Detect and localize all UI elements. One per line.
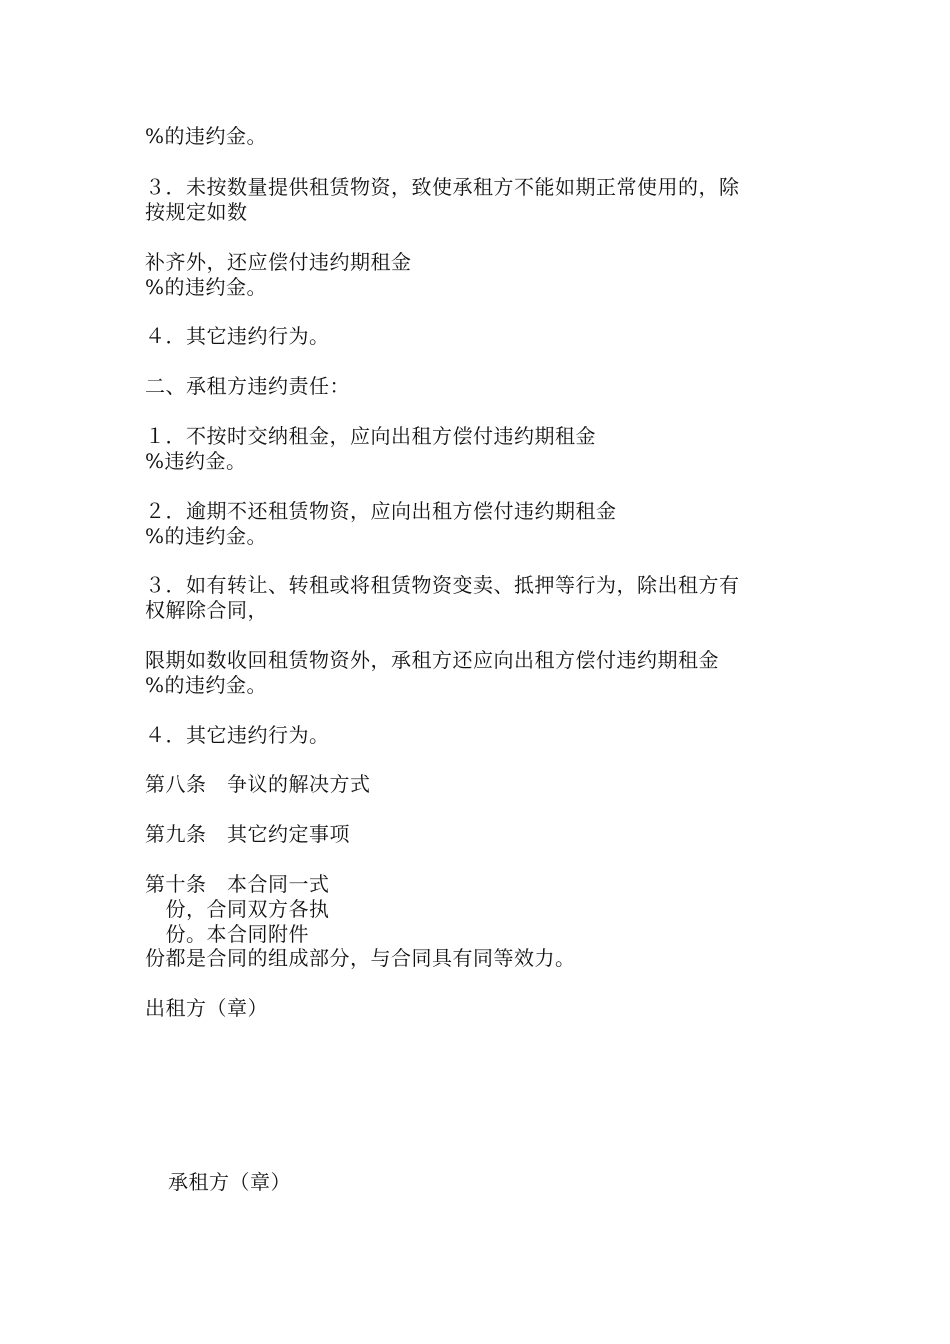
article-heading: 第十条 本合同一式 [145,872,330,896]
text-line: %的违约金。 [145,673,268,697]
text-line: ４．其它违约行为。 [145,723,330,747]
article-heading: 第九条 其它约定事项 [145,822,350,846]
lessee-signature-label: 承租方（章） [168,1170,291,1194]
text-line: 限期如数收回租赁物资外，承租方还应向出租方偿付违约期租金 [145,648,719,672]
text-line: 补齐外，还应偿付违约期租金 [145,250,412,274]
text-line: %违约金。 [145,449,247,473]
text-line: 份都是合同的组成部分，与合同具有同等效力。 [145,946,576,970]
text-line: ３．如有转让、转租或将租赁物资变卖、抵押等行为，除出租方有 [145,573,740,597]
article-heading: 第八条 争议的解决方式 [145,772,371,796]
text-line: ３．未按数量提供租赁物资，致使承租方不能如期正常使用的，除 [145,175,740,199]
section-heading: 二、承租方违约责任： [145,374,350,398]
text-line: 份，合同双方各执 [145,897,330,921]
text-line: %的违约金。 [145,124,268,148]
text-line: ４．其它违约行为。 [145,324,330,348]
text-line: %的违约金。 [145,275,268,299]
text-line: 按规定如数 [145,200,248,224]
text-line: ２．逾期不还租赁物资，应向出租方偿付违约期租金 [145,499,617,523]
lessor-signature-label: 出租方（章） [145,996,268,1020]
text-line: %的违约金。 [145,524,268,548]
text-line: 权解除合同， [145,598,268,622]
text-line: １．不按时交纳租金，应向出租方偿付违约期租金 [145,424,596,448]
text-line: 份。本合同附件 [145,922,309,946]
